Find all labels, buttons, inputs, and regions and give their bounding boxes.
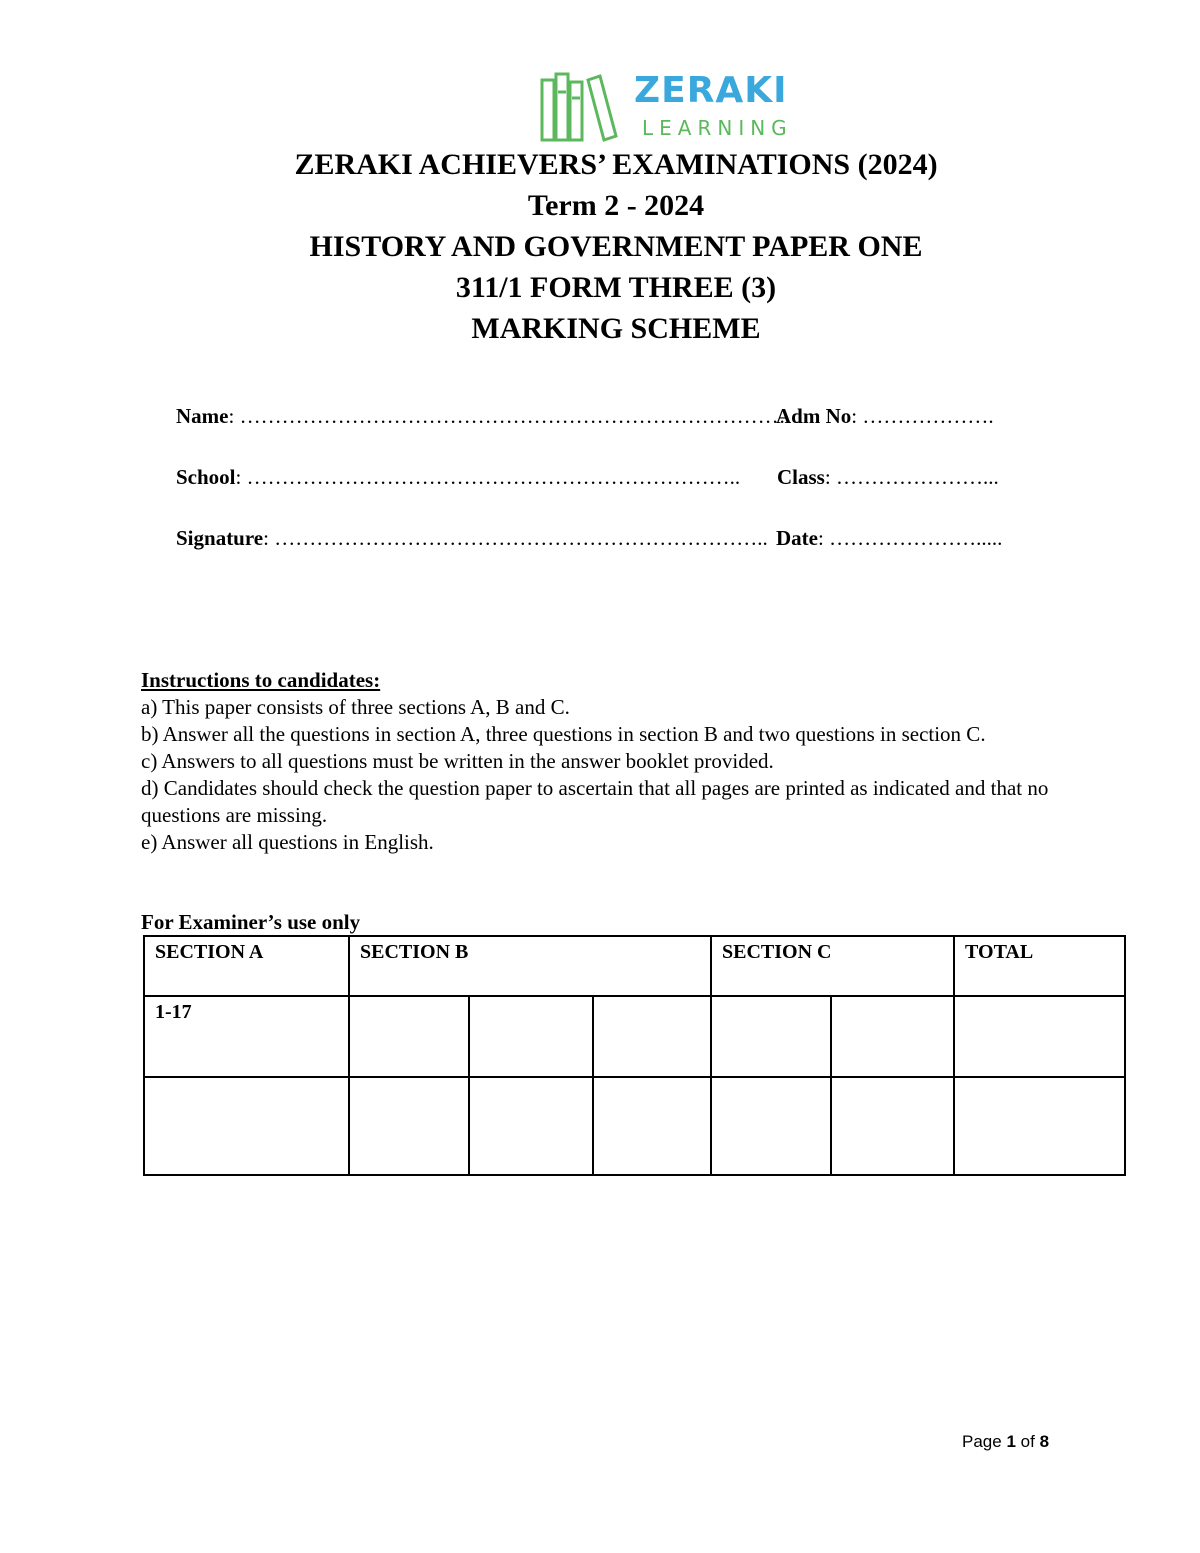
- instructions-title: Instructions to candidates:: [141, 668, 381, 692]
- instruction-item: b) Answer all the questions in section A, three questions in section B and two questions in section C.: [141, 722, 986, 746]
- zeraki-logo: [538, 70, 828, 146]
- instruction-item: c) Answers to all questions must be written in the answer booklet provided.: [141, 749, 774, 773]
- page-total: 8: [1039, 1432, 1050, 1451]
- section-c-header: SECTION C: [711, 936, 954, 996]
- scheme-title: MARKING SCHEME: [471, 312, 761, 345]
- total-header: TOTAL: [954, 936, 1125, 996]
- section-b-header: SECTION B: [349, 936, 711, 996]
- date-label: Date: [776, 526, 818, 550]
- score-cell[interactable]: [469, 1077, 593, 1175]
- score-cell[interactable]: [954, 996, 1125, 1077]
- section-a-range: 1-17: [144, 996, 349, 1077]
- signature-label: Signature: [176, 526, 264, 550]
- signature-row: [176, 526, 1003, 551]
- score-cell[interactable]: [831, 996, 954, 1077]
- score-cell[interactable]: [711, 1077, 831, 1175]
- score-cell[interactable]: [711, 996, 831, 1077]
- page-number: [962, 1432, 1049, 1452]
- class-field[interactable]: : …………………...: [824, 465, 999, 489]
- name-field[interactable]: : …………………………………………………………………….: [228, 404, 791, 428]
- instruction-item: a) This paper consists of three sections A, B and C.: [141, 695, 570, 719]
- page-of: of: [1020, 1432, 1035, 1451]
- examiner-use-label: For Examiner’s use only: [141, 910, 361, 934]
- score-cell[interactable]: [593, 996, 711, 1077]
- signature-field[interactable]: : ……………………………………………………………..: [263, 526, 768, 550]
- page-current: 1: [1006, 1432, 1016, 1451]
- page-prefix: Page: [962, 1432, 1002, 1451]
- section-a-header: SECTION A: [144, 936, 349, 996]
- examiner-score-table: [143, 935, 1126, 1176]
- score-cell[interactable]: [831, 1077, 954, 1175]
- books-icon: [538, 70, 628, 146]
- adm-no-field[interactable]: : ……………….: [851, 404, 994, 428]
- subject-title: HISTORY AND GOVERNMENT PAPER ONE: [309, 230, 923, 263]
- instruction-item: e) Answer all questions in English.: [141, 830, 434, 854]
- name-label: Name: [176, 404, 229, 428]
- school-label: School: [176, 465, 236, 489]
- paper-code: 311/1 FORM THREE (3): [455, 271, 777, 304]
- instructions: [141, 667, 1071, 856]
- instruction-item: d) Candidates should check the question paper to ascertain that all pages are printed as indicated and that no questions are missing.: [141, 776, 1049, 827]
- score-cell[interactable]: [349, 996, 469, 1077]
- score-cell[interactable]: [469, 996, 593, 1077]
- adm-no-label: Adm No: [776, 404, 852, 428]
- score-cell[interactable]: [593, 1077, 711, 1175]
- term-title: Term 2 - 2024: [527, 189, 705, 222]
- score-cell[interactable]: [954, 1077, 1125, 1175]
- date-field[interactable]: : ………………….....: [817, 526, 1003, 550]
- school-field[interactable]: : ……………………………………………………………..: [235, 465, 741, 489]
- school-row: [176, 465, 999, 490]
- score-cell[interactable]: [349, 1077, 469, 1175]
- logo-wordmark: ZERAKI: [634, 70, 788, 111]
- name-row: [176, 404, 994, 429]
- exam-title: ZERAKI ACHIEVERS’ EXAMINATIONS (2024): [294, 148, 938, 181]
- class-label: Class: [777, 465, 825, 489]
- logo-subtitle: LEARNING: [642, 116, 793, 140]
- score-cell[interactable]: [144, 1077, 349, 1175]
